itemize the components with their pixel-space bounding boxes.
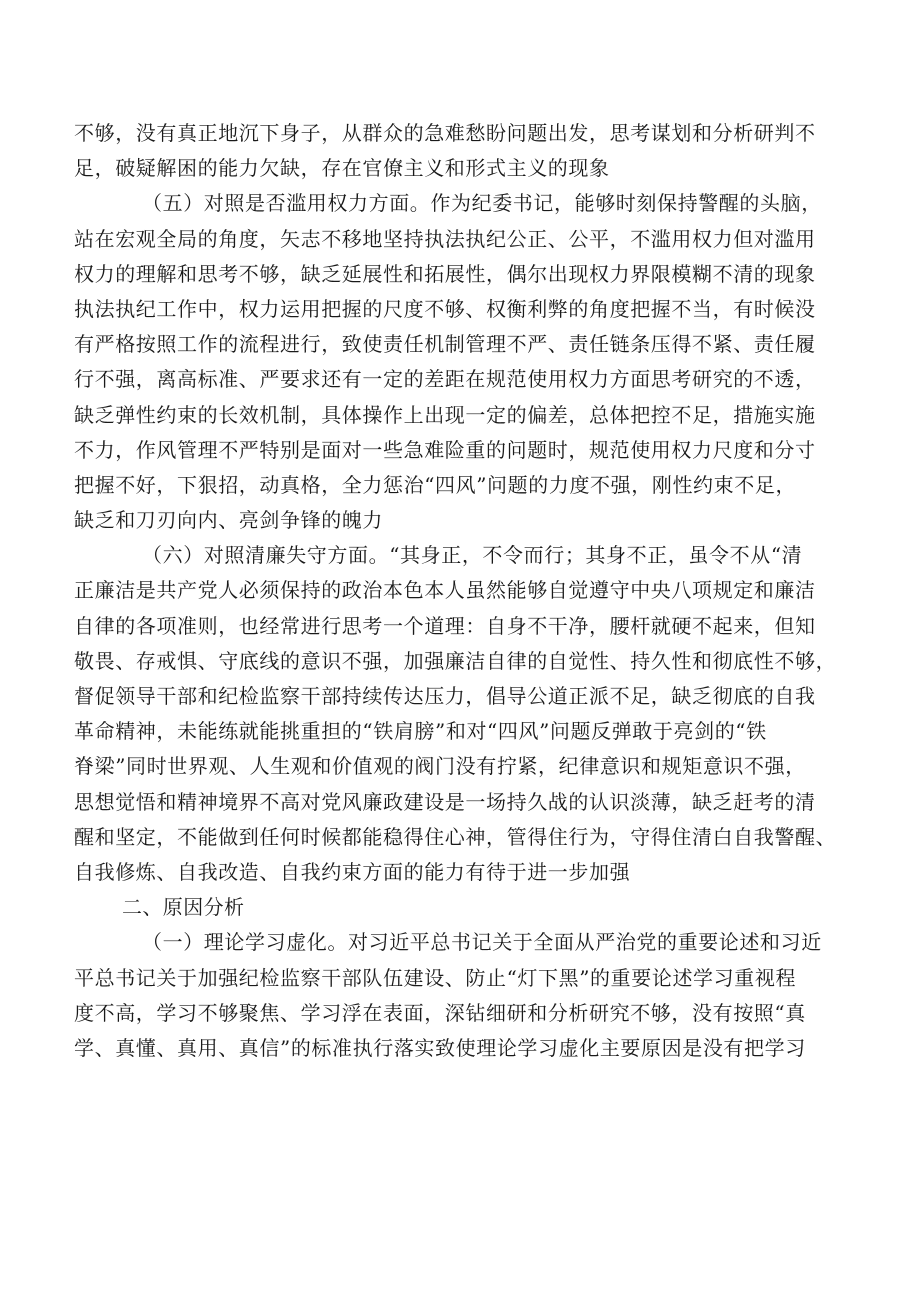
body-line: 站在宏观全局的角度，矢志不移地坚持执法执纪公正、公平，不滥用权力但对滥用: [74, 226, 816, 251]
body-line: 权力的理解和思考不够，缺乏延展性和拓展性，偶尔出现权力界限模糊不清的现象: [74, 261, 816, 286]
body-line: 有严格按照工作的流程进行，致使责任机制管理不严、责任链条压得不紧、责任履: [74, 332, 816, 357]
body-line: 脊梁”同时世界观、人生观和价值观的阀门没有拧紧，纪律意识和规矩意识不强，: [74, 754, 806, 779]
body-line: 自我修炼、自我改造、自我约束方面的能力有待于进一步加强: [74, 859, 631, 884]
body-line: 敬畏、存戒惧、守底线的意识不强，加强廉洁自律的自觉性、持久性和彻底性不够，: [74, 648, 837, 673]
body-line: 足，破疑解困的能力欠缺，存在官僚主义和形式主义的现象: [74, 156, 610, 181]
body-line: 不够，没有真正地沉下身子，从群众的急难愁盼问题出发，思考谋划和分析研判不: [74, 121, 816, 145]
body-line: 执法执纪工作中，权力运用把握的尺度不够、权衡利弊的角度把握不当，有时候没: [74, 296, 816, 321]
body-line: 自律的各项准则，也经常进行思考一个道理：自身不干净，腰杆就硬不起来，但知: [74, 613, 816, 638]
body-line: 革命精神，未能练就能挑重担的“铁肩膀”和对“四风”问题反弹敢于亮剑的“铁: [74, 719, 767, 744]
document-body: [74, 116, 864, 1066]
paragraph-one-start: （一）理论学习虚化。对习近平总书记关于全面从严治党的重要论述和习近: [142, 930, 822, 955]
section-heading: 二、原因分析: [122, 895, 245, 920]
body-line: 缺乏和刀刃向内、亮剑争锋的魄力: [74, 508, 383, 533]
body-line: 不力，作风管理不严特别是面对一些急难险重的问题时，规范使用权力尺度和分寸: [74, 437, 816, 462]
body-line: 思想觉悟和精神境界不高对党风廉政建设是一场持久战的认识淡薄，缺乏赶考的清: [74, 789, 816, 814]
body-line: 缺乏弹性约束的长效机制，具体操作上出现一定的偏差，总体把控不足，措施实施: [74, 402, 816, 427]
body-line: 平总书记关于加强纪检监察干部队伍建设、防止“灯下黑”的重要论述学习重视程: [74, 965, 797, 990]
body-line: 正廉洁是共产党人必须保持的政治本色本人虽然能够自觉遵守中央八项规定和廉洁: [74, 578, 816, 603]
body-line: 度不高，学习不够聚焦、学习浮在表面，深钻细研和分析研究不够，没有按照“真: [74, 1000, 806, 1025]
body-line: 把握不好，下狠招，动真格，全力惩治“四风”问题的力度不强，刚性约束不足，: [74, 472, 797, 497]
paragraph-five-start: （五）对照是否滥用权力方面。作为纪委书记，能够时刻保持警醒的头脑，: [142, 191, 822, 216]
body-line: 学、真懂、真用、真信”的标准执行落实致使理论学习虚化主要原因是没有把学习: [74, 1035, 806, 1060]
paragraph-six-start: （六）对照清廉失守方面。“其身正，不令而行；其身不正，虽令不从“清: [142, 543, 803, 568]
body-line: 醒和坚定，不能做到任何时候都能稳得住心神，管得住行为，守得住清白自我警醒、: [74, 824, 837, 849]
body-line: 督促领导干部和纪检监察干部持续传达压力，倡导公道正派不足，缺乏彻底的自我: [74, 684, 816, 708]
body-line: 行不强，离高标准、严要求还有一定的差距在规范使用权力方面思考研究的不透，: [74, 367, 816, 392]
